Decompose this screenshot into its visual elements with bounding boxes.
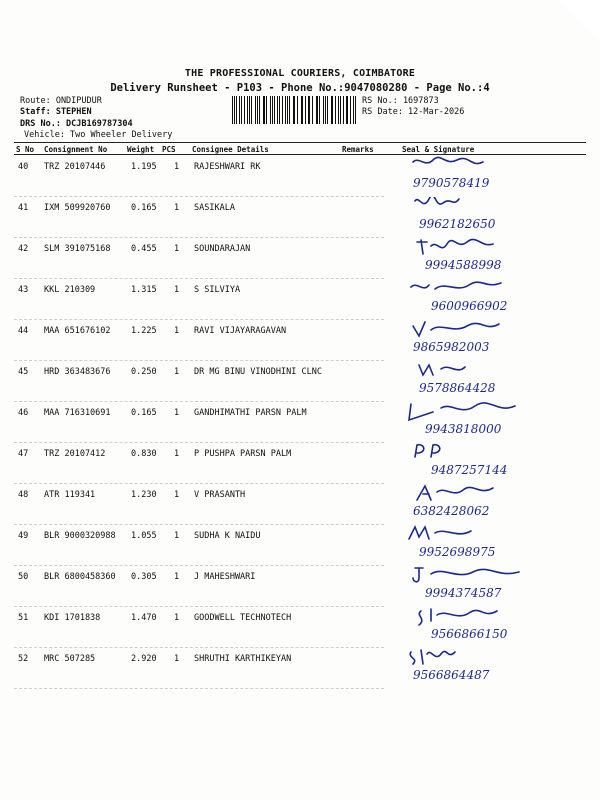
handwritten-phone: 9962182650 xyxy=(419,217,496,231)
cell-consignment: HRD 363483676 xyxy=(44,367,111,377)
signature-area xyxy=(385,238,595,279)
signature-stroke xyxy=(417,486,493,500)
cell-consignment: KKL 210309 xyxy=(44,285,96,295)
cell-sno: 42 xyxy=(18,244,29,254)
cell-consignment: MRC 507285 xyxy=(44,654,96,664)
cell-pcs: 1 xyxy=(174,244,180,254)
cell-weight: 0.250 xyxy=(131,367,157,377)
handwritten-phone: 9952698975 xyxy=(419,545,496,559)
runsheet-subtitle: Delivery Runsheet - P103 - Phone No.:9047080280 - Page No.:4 xyxy=(110,82,490,94)
cell-weight: 1.195 xyxy=(131,162,157,172)
handwritten-signature xyxy=(409,443,539,465)
header-bottom-rule xyxy=(14,154,586,155)
cell-consignee: P PUSHPA PARSN PALM xyxy=(194,449,292,459)
signature-area xyxy=(385,361,595,402)
handwritten-signature xyxy=(409,197,539,219)
cell-consignee: GANDHIMATHI PARSN PALM xyxy=(194,408,307,418)
cell-sno: 49 xyxy=(18,531,29,541)
cell-weight: 0.455 xyxy=(131,244,157,254)
signature-area xyxy=(385,607,595,648)
cell-weight: 1.315 xyxy=(131,285,157,295)
cell-consignment: ATR 119341 xyxy=(44,490,96,500)
cell-consignment: BLR 9000320988 xyxy=(44,531,116,541)
cell-weight: 1.470 xyxy=(131,613,157,623)
handwritten-phone: 9600966902 xyxy=(431,299,508,313)
drs-number: DRS No.: DCJB169787304 xyxy=(20,119,133,129)
handwritten-signature xyxy=(405,525,535,547)
col-sno: S No xyxy=(16,145,35,154)
signature-stroke xyxy=(411,282,501,289)
handwritten-phone: 9487257144 xyxy=(431,463,508,477)
cell-consignee: DR MG BINU VINODHINI CLNC xyxy=(194,367,322,377)
cell-consignment: TRZ 20107412 xyxy=(44,449,106,459)
cell-pcs: 1 xyxy=(174,531,180,541)
page-fold xyxy=(558,0,600,42)
col-seal-signature: Seal & Signature xyxy=(402,145,475,154)
col-consignee: Consignee Details xyxy=(192,145,269,154)
handwritten-signature xyxy=(413,238,543,260)
handwritten-signature xyxy=(405,156,535,178)
cell-pcs: 1 xyxy=(174,449,180,459)
rs-number: RS No.: 1697873 xyxy=(362,96,439,106)
handwritten-phone: 6382428062 xyxy=(413,504,490,518)
col-remarks: Remarks xyxy=(342,145,374,154)
cell-consignee: S SILVIYA xyxy=(194,285,241,295)
signature-area xyxy=(385,648,595,689)
signature-stroke xyxy=(413,568,519,582)
cell-consignee: SASIKALA xyxy=(194,203,235,213)
cell-pcs: 1 xyxy=(174,408,180,418)
handwritten-phone: 9865982003 xyxy=(413,340,490,354)
cell-sno: 41 xyxy=(18,203,29,213)
cell-sno: 43 xyxy=(18,285,29,295)
vehicle-label: Vehicle: Two Wheeler Delivery xyxy=(24,130,173,140)
cell-weight: 0.305 xyxy=(131,572,157,582)
signature-area xyxy=(385,484,595,525)
cell-weight: 1.055 xyxy=(131,531,157,541)
cell-pcs: 1 xyxy=(174,203,180,213)
route-label: Route: ONDIPUDUR xyxy=(20,96,102,106)
signature-area xyxy=(385,156,595,197)
signature-area xyxy=(385,443,595,484)
cell-consignment: TRZ 20107446 xyxy=(44,162,106,172)
handwritten-signature xyxy=(405,648,535,670)
signature-area xyxy=(385,402,595,443)
cell-consignment: KDI 1701838 xyxy=(44,613,101,623)
handwritten-phone: 9994374587 xyxy=(425,586,502,600)
signature-stroke xyxy=(419,365,465,375)
cell-sno: 51 xyxy=(18,613,29,623)
cell-consignee: V PRASANTH xyxy=(194,490,246,500)
handwritten-signature xyxy=(413,484,543,506)
signature-area xyxy=(385,320,595,361)
barcode xyxy=(232,96,357,124)
cell-consignment: IXM 509920760 xyxy=(44,203,111,213)
cell-consignee: SUDHA K NAIDU xyxy=(194,531,261,541)
cell-sno: 50 xyxy=(18,572,29,582)
signature-stroke xyxy=(413,322,499,336)
handwritten-phone: 9943818000 xyxy=(425,422,502,436)
cell-pcs: 1 xyxy=(174,162,180,172)
cell-pcs: 1 xyxy=(174,367,180,377)
signature-stroke xyxy=(419,609,497,625)
signature-stroke xyxy=(410,650,455,664)
signature-stroke xyxy=(415,445,440,457)
handwritten-phone: 9994588998 xyxy=(425,258,502,272)
handwritten-signature xyxy=(413,607,543,629)
cell-consignment: SLM 391075168 xyxy=(44,244,111,254)
cell-sno: 44 xyxy=(18,326,29,336)
signature-stroke xyxy=(417,239,493,254)
signature-area xyxy=(385,525,595,566)
cell-sno: 48 xyxy=(18,490,29,500)
signature-stroke xyxy=(415,197,459,204)
handwritten-phone: 9790578419 xyxy=(413,176,490,190)
cell-sno: 40 xyxy=(18,162,29,172)
cell-consignee: RAJESHWARI RK xyxy=(194,162,261,172)
signature-stroke xyxy=(413,157,483,163)
handwritten-signature xyxy=(405,402,535,424)
cell-weight: 1.225 xyxy=(131,326,157,336)
header-top-rule xyxy=(14,142,586,143)
handwritten-signature xyxy=(409,320,539,342)
cell-pcs: 1 xyxy=(174,572,180,582)
handwritten-signature xyxy=(413,361,543,383)
signature-area xyxy=(385,279,595,320)
cell-weight: 0.165 xyxy=(131,203,157,213)
signature-area xyxy=(385,197,595,238)
cell-consignee: SHRUTHI KARTHIKEYAN xyxy=(194,654,292,664)
cell-pcs: 1 xyxy=(174,490,180,500)
signature-stroke xyxy=(409,403,515,420)
cell-consignment: BLR 6800458360 xyxy=(44,572,116,582)
cell-weight: 0.165 xyxy=(131,408,157,418)
row-divider xyxy=(14,688,384,689)
cell-consignee: GOODWELL TECHNOTECH xyxy=(194,613,292,623)
signature-stroke xyxy=(409,527,471,539)
col-pcs: PCS xyxy=(162,145,176,154)
cell-consignment: MAA 651676102 xyxy=(44,326,111,336)
cell-consignee: SOUNDARAJAN xyxy=(194,244,251,254)
handwritten-signature xyxy=(405,279,535,301)
cell-weight: 2.920 xyxy=(131,654,157,664)
cell-sno: 52 xyxy=(18,654,29,664)
cell-sno: 45 xyxy=(18,367,29,377)
staff-label: Staff: STEPHEN xyxy=(20,107,92,117)
cell-pcs: 1 xyxy=(174,285,180,295)
handwritten-phone: 9566864487 xyxy=(413,668,490,682)
col-weight: Weight xyxy=(127,145,155,154)
cell-pcs: 1 xyxy=(174,613,180,623)
cell-weight: 0.830 xyxy=(131,449,157,459)
company-title: THE PROFESSIONAL COURIERS, COIMBATORE xyxy=(184,68,416,79)
cell-sno: 47 xyxy=(18,449,29,459)
rs-date: RS Date: 12-Mar-2026 xyxy=(362,107,465,117)
handwritten-signature xyxy=(409,566,539,588)
handwritten-phone: 9566866150 xyxy=(431,627,508,641)
cell-consignee: J MAHESHWARI xyxy=(194,572,256,582)
handwritten-phone: 9578864428 xyxy=(419,381,496,395)
cell-pcs: 1 xyxy=(174,326,180,336)
col-consignment: Consignment No xyxy=(44,145,108,154)
signature-area xyxy=(385,566,595,607)
cell-weight: 1.230 xyxy=(131,490,157,500)
cell-consignment: MAA 716310691 xyxy=(44,408,111,418)
cell-consignee: RAVI VIJAYARAGAVAN xyxy=(194,326,287,336)
cell-pcs: 1 xyxy=(174,654,180,664)
cell-sno: 46 xyxy=(18,408,29,418)
